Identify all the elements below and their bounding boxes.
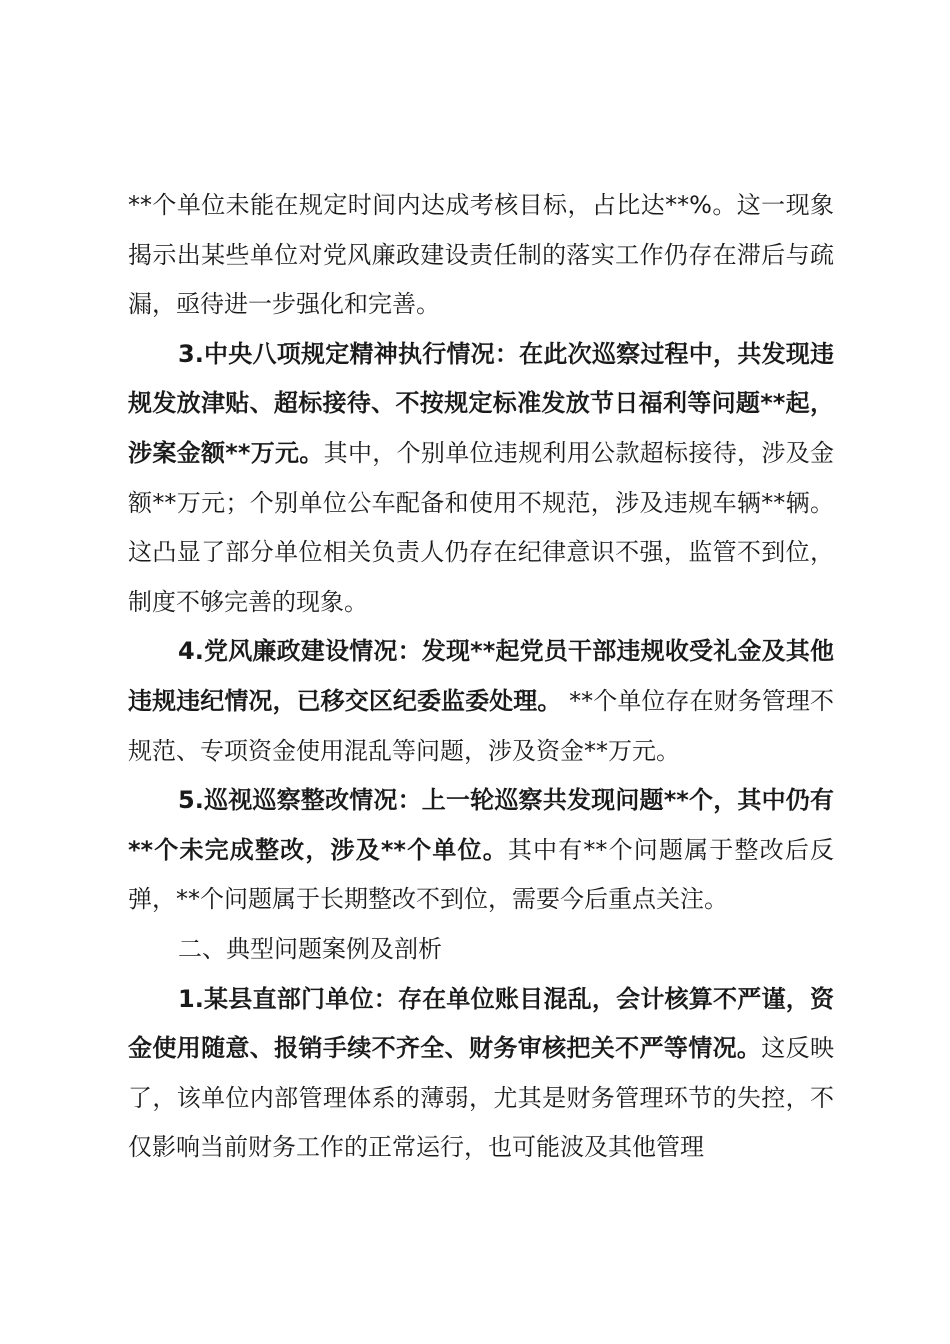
paragraph-case-county-department <box>128 975 834 1173</box>
paragraph-assessment-result <box>128 181 834 330</box>
paragraph-rectification <box>128 776 834 925</box>
text-run: 其中有**个问题属于整改后反弹，**个问题属于长期整改不到位，需要今后重点关注。 <box>128 835 835 914</box>
bold-heading-run: 5.巡视巡察整改情况：上一轮巡察共发现问题**个，其中仍有**个未完成整改，涉及**个单位。 <box>128 786 834 864</box>
text-run: **个单位存在财务管理不规范、专项资金使用混乱等问题，涉及资金**万元。 <box>128 686 834 765</box>
section-heading-typical-cases <box>128 925 834 975</box>
bold-heading-run: 1.某县直部门单位：存在单位账目混乱，会计核算不严谨，资金使用随意、报销手续不齐全、财务审核把关不严等情况。 <box>128 984 834 1063</box>
paragraph-eight-rules <box>128 330 834 628</box>
text-run: **个单位未能在规定时间内达成考核目标，占比达**%。这一现象揭示出某些单位对党风廉政建设责任制的落实工作仍存在滞后与疏漏，亟待进一步强化和完善。 <box>128 191 834 319</box>
text-run: 这反映了，该单位内部管理体系的薄弱，尤其是财务管理环节的失控，不仅影响当前财务工作的正常运行，也可能波及其他管理 <box>128 1034 835 1162</box>
document-page <box>128 181 834 1173</box>
bold-heading-run: 3.中央八项规定精神执行情况：在此次巡察过程中，共发现违规发放津贴、超标接待、不按规定标准发放节日福利等问题**起，涉案金额**万元。 <box>128 339 834 467</box>
bold-heading-run: 4.党风廉政建设情况：发现**起党员干部违规收受礼金及其他违规违纪情况，已移交区纪委监委处理。 <box>128 637 834 715</box>
paragraph-integrity-building <box>128 627 834 776</box>
text-run: 其中，个别单位违规利用公款超标接待，涉及金额**万元；个别单位公车配备和使用不规范，涉及违规车辆**辆。这凸显了部分单位相关负责人仍存在纪律意识不强，监管不到位，制度不够完善的现象。 <box>128 438 835 616</box>
text-run: 二、典型问题案例及剖析 <box>178 934 442 963</box>
